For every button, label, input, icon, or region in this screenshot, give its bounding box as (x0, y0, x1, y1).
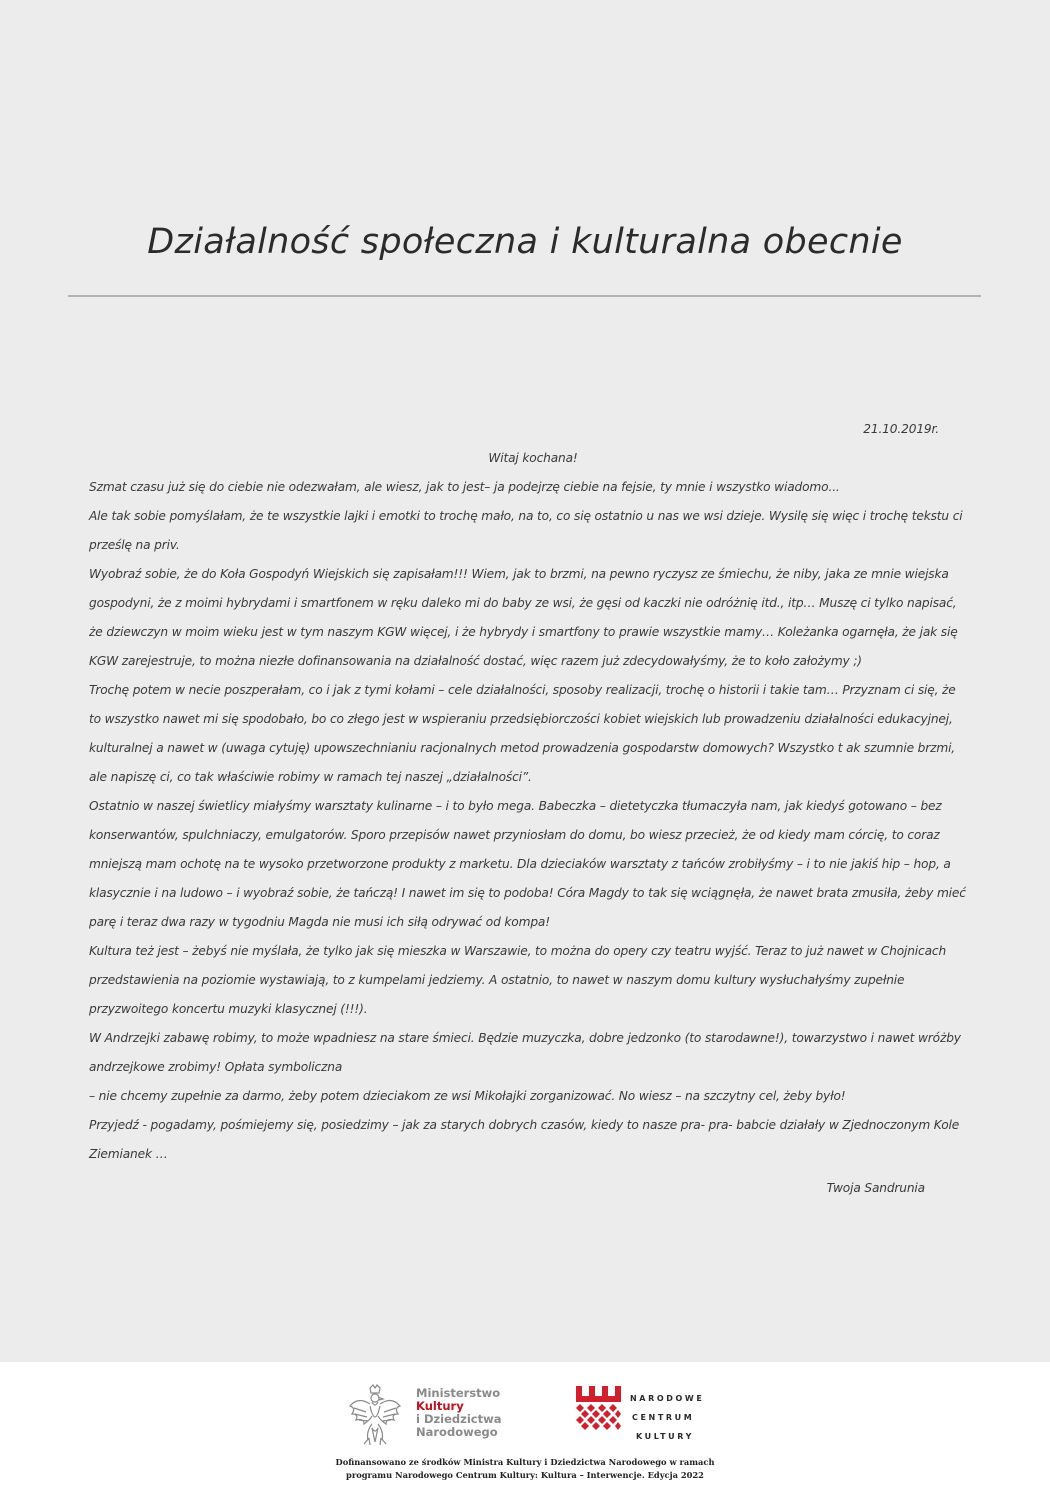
letter-signature: Twoja Sandrunia (826, 1181, 925, 1195)
sponsor-footer (0, 1362, 1050, 1500)
nck-name (630, 1389, 704, 1446)
letter-date: 21.10.2019r. (863, 422, 939, 436)
nck-line: NARODOWE (630, 1394, 705, 1403)
title-divider (68, 295, 981, 297)
ministry-line: Ministerstwo (416, 1386, 501, 1400)
letter-paragraph: Wyobraź sobie, że do Koła Gospodyń Wiejskich się zapisałam!!! Wiem, jak to brzmi, na pewno ryczysz ze śmiechu, że niby, jaka ze mnie wiejska gospodyni, że z moimi hybrydami i smartfonem w ręku daleko mi do baby ze wsi, że gęsi od kaczki nie odróżnię itd., itp… Muszę ci tylko napisać, że dziewczyn w moim wieku jest w tym naszym KGW więcej, i że hybrydy i smartfony to prawie wszystkie mamy… Koleżanka ogarnęła, że jak się KGW zarejestruje, to można niezłe dofinansowania na działalność dostać, więc razem już zdecydowałyśmy, że to koło założymy ;) (89, 567, 958, 668)
ministry-line: Narodowego (416, 1425, 498, 1439)
ministry-name (416, 1387, 502, 1439)
nck-mosaic-icon (574, 1384, 622, 1432)
funding-line: Dofinansowano ze środków Ministra Kultury i Dziedzictwa Narodowego w ramach (335, 1457, 715, 1467)
letter-paragraph: Ale tak sobie pomyślałam, że te wszystkie lajki i emotki to trochę mało, na to, co się ostatnio u nas we wsi dzieje. Wysilę się więc i trochę tekstu ci prześlę na priv. (89, 509, 963, 552)
document-title: Działalność społeczna i kulturalna obecnie (147, 222, 903, 262)
nck-line: KULTURY (636, 1432, 694, 1441)
letter-paragraph: Przyjedź - pogadamy, pośmiejemy się, posiedzimy – jak za starych dobrych czasów, kiedy to nasze pra- pra- babcie działały w Zjednoczonym Kole Ziemianek … (89, 1118, 960, 1161)
letter-paragraph: Trochę potem w necie poszperałam, co i jak z tymi kołami – cele działalności, sposoby realizacji, trochę o historii i takie tam… Przyznam ci się, że to wszystko nawet mi się spodobało, bo co złego jest w wspieraniu przedsiębiorczości kobiet wiejskich lub prowadzeniu działalności edukacyjnej, kulturalnej a nawet w (uwaga cytuję) upowszechnianiu racjonalnych metod prowadzenia gospodarstw domowych? Wszystko t ak szumnie brzmi, ale napiszę ci, co tak właściwie robimy w ramach tej naszej „działalności”. (89, 683, 956, 784)
funding-note (0, 1456, 1050, 1482)
letter-paragraph: Kultura też jest – żebyś nie myślała, że tylko jak się mieszka w Warszawie, to można do opery czy teatru wyjść. Teraz to już nawet w Chojnicach przedstawienia na poziomie wystawiają, to z kumpelami jedziemy. A ostatnio, to nawet w naszym domu kultury wysłuchałyśmy zupełnie przyzwoitego koncertu muzyki klasycznej (!!!). (89, 944, 947, 1016)
nck-logo (574, 1384, 714, 1444)
eagle-emblem-icon (346, 1384, 404, 1446)
letter-paragraph: – nie chcemy zupełnie za darmo, żeby potem dzieciakom ze wsi Mikołajki zorganizować. No wiesz – na szczytny cel, żeby było! (89, 1089, 846, 1103)
nck-line: CENTRUM (632, 1413, 695, 1422)
letter-paragraph: W Andrzejki zabawę robimy, to może wpadniesz na stare śmieci. Będzie muzyczka, dobre jedzonko (to starodawne!), towarzystwo i nawet wróżby andrzejkowe zrobimy! Opłata symboliczna (89, 1031, 961, 1074)
letter-body (89, 415, 969, 1203)
funding-line: programu Narodowego Centrum Kultury: Kultura – Interwencje. Edycja 2022 (346, 1470, 704, 1480)
letter-paragraph: Ostatnio w naszej świetlicy miałyśmy warsztaty kulinarne – i to było mega. Babeczka – dietetyczka tłumaczyła nam, jak kiedyś gotowano – bez konserwantów, spulchniaczy, emulgatorów. Sporo przepisów nawet przyniosłam do domu, bo wiesz przecież, że od kiedy mam córcię, to coraz mniejszą mam ochotę na te wysoko przetworzone produkty z marketu. Dla dzieciaków warsztaty z tańców zrobiłyśmy – i to nie jakiś hip – hop, a klasycznie i na ludowo – i wyobraź sobie, że tańczą! I nawet im się to podoba! Córa Magdy to tak się wciągnęła, że nawet brata zmusiła, żeby mieć parę i teraz dwa razy w tygodniu Magda nie musi ich siłą odrywać od kompa! (89, 799, 966, 929)
ministry-line: Kultury (416, 1399, 464, 1413)
letter-paragraph: Szmat czasu już się do ciebie nie odezwałam, ale wiesz, jak to jest– ja podejrzę ciebie na fejsie, ty mnie i wszystko wiadomo... (89, 480, 840, 494)
ministry-logo (346, 1384, 511, 1446)
letter-greeting: Witaj kochana! (488, 451, 578, 465)
ministry-line: i Dziedzictwa (416, 1412, 502, 1426)
